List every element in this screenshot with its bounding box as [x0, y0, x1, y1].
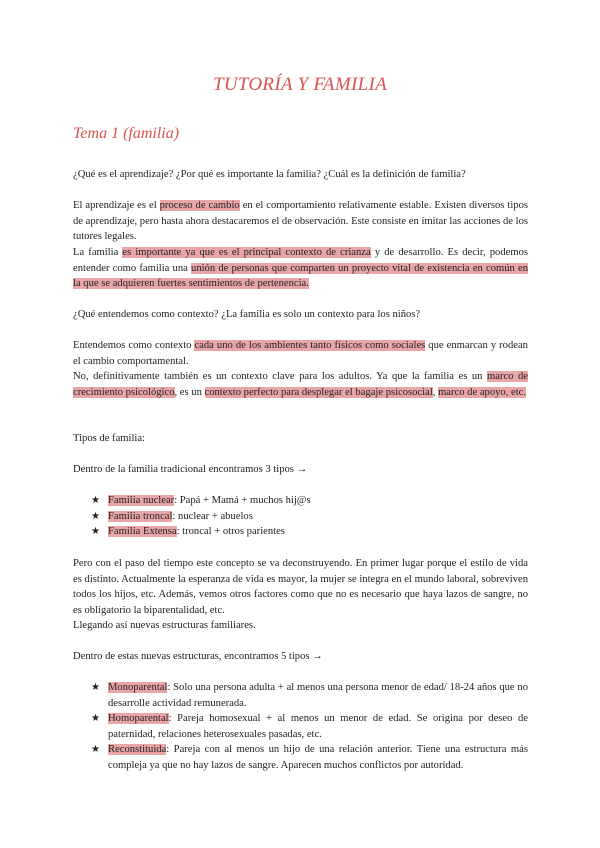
paragraph-text: , es un: [174, 386, 205, 398]
paragraph-text: No, definitivamente también es un contexto clave para los adultos. Ya que la familia es un: [73, 371, 487, 382]
item-desc: : troncal + otros parientes: [176, 526, 285, 537]
paragraph-deconstruction: Pero con el paso del tiempo este concepto se va deconstruyendo. En primer lugar porque el estilo de vida es distinto. Actualmente la esperanza de vida es mayor, la mujer se integra en el mundo laboral, sobreviven todos los hijos, etc. Además, vemos otros factores como que no es necesario que haya lazos de sangre, no es obligatorio la biparentalidad, etc.: [73, 558, 528, 616]
new-types-intro: Dentro de estas nuevas estructuras, encontramos 5 tipos →: [73, 651, 323, 662]
highlight: proceso de cambio: [159, 200, 240, 211]
paragraph-new-structures: Llegando así nuevas estructuras familiares.: [73, 620, 256, 631]
item-desc: : Pareja homosexual + al menos un menor de edad. Se origina por deseo de paternidad, relaciones heterosexuales pasadas, etc.: [108, 713, 528, 740]
highlight: Familia troncal: [108, 510, 173, 522]
paragraph-adults: [73, 369, 528, 400]
list-item: [73, 493, 528, 509]
question-context: ¿Qué entendemos como contexto? ¿La familia es solo un contexto para los niños?: [73, 309, 421, 320]
paragraph-text: La familia: [73, 247, 123, 258]
new-types-list: [73, 680, 528, 773]
paragraph-text: El aprendizaje es el: [73, 200, 160, 211]
star-icon: ★: [91, 713, 100, 724]
highlight: Reconstituida: [108, 744, 167, 755]
item-desc: : Pareja con al menos un hijo de una relación anterior. Tiene una estructura más compleja ya que no hay lazos de sangre. Aparecen muchos conflictos por autoridad.: [108, 744, 528, 771]
list-item: [73, 742, 528, 773]
highlight: Monoparental: [108, 682, 168, 693]
highlight: Homoparental: [108, 713, 169, 724]
item-desc: : Solo una persona adulta + al menos una persona menor de edad/ 18-24 años que no desarrolle actividad remunerada.: [108, 682, 528, 709]
traditional-types-list: [73, 493, 528, 540]
paragraph-text: ,: [432, 386, 439, 398]
section-heading: Tema 1 (familia): [73, 125, 180, 142]
star-icon: ★: [91, 495, 100, 506]
highlight: es importante ya que es el principal contexto de crianza: [122, 247, 371, 258]
star-icon: ★: [91, 526, 100, 537]
highlight: Familia nuclear: [108, 495, 175, 506]
paragraph-text: en el comportamiento relativamente estable. Existen diversos tipos de aprendizaje, pero hasta ahora destacaremos el de observación. Este consiste en imitar las acciones de los tutores legales.: [73, 200, 529, 242]
list-item: [73, 509, 528, 525]
highlight: marco de apoyo, etc.: [438, 386, 527, 398]
item-desc: : nuclear + abuelos: [172, 510, 253, 522]
list-item: [73, 524, 528, 540]
paragraph-text: que enmarcan y rodean el cambio comportamental.: [73, 340, 528, 367]
paragraph-text: y de desarrollo. Es decir, podemos entender como familia una: [73, 247, 528, 274]
highlight: Familia Extensa: [108, 526, 177, 537]
paragraph-text: Entendemos como contexto: [73, 340, 195, 351]
list-item: [73, 680, 528, 711]
paragraph-family: [73, 245, 528, 292]
highlight: unión de personas que comparten un proyecto vital de existencia en común en la que se adquieren fuertes sentimientos de pertenencia.: [73, 262, 528, 289]
star-icon: ★: [91, 510, 100, 522]
traditional-types-intro: Dentro de la familia tradicional encontramos 3 tipos →: [73, 464, 308, 475]
list-item: [73, 711, 528, 742]
star-icon: ★: [91, 682, 100, 693]
highlight: cada uno de los ambientes tanto físicos como sociales: [194, 340, 426, 351]
item-desc: : Papá + Mamá + muchos hij@s: [174, 495, 311, 506]
question-learning: ¿Qué es el aprendizaje? ¿Por qué es importante la familia? ¿Cuál es la definición de familia?: [73, 169, 466, 180]
document-title: TUTORÍA Y FAMILIA: [212, 74, 387, 95]
highlight: contexto perfecto para desplegar el bagaje psicosocial: [204, 386, 433, 398]
paragraph-context: [73, 338, 528, 369]
family-types-label: Tipos de familia:: [73, 433, 145, 444]
paragraph-learning: [73, 198, 528, 245]
star-icon: ★: [91, 744, 100, 755]
highlight: marco de crecimiento psicológico: [73, 371, 528, 398]
